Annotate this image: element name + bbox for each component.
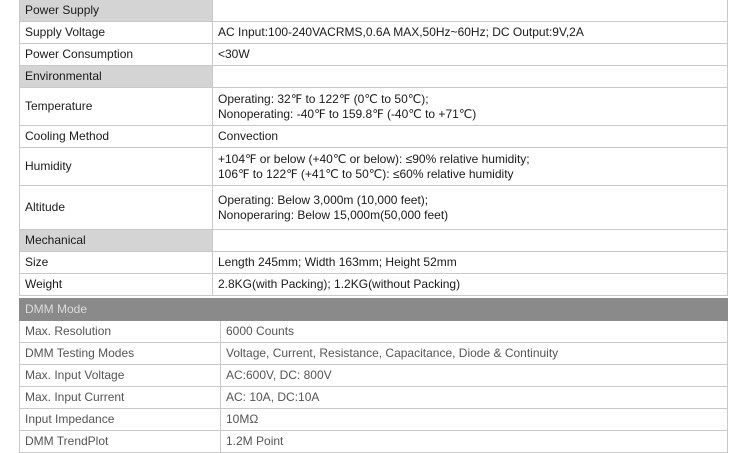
spec-value-line: Operating: Below 3,000m (10,000 feet);: [218, 192, 429, 207]
spec-value-line: <30W: [218, 47, 250, 61]
spec-label: Temperature: [20, 88, 213, 126]
dmm-value: AC: 10A, DC:10A: [221, 387, 728, 409]
spec-value-line: Nonoperaring: Below 15,000m(50,000 feet): [218, 207, 449, 222]
spec-value: [213, 252, 728, 274]
table-row: [20, 88, 728, 126]
spec-label: Cooling Method: [20, 126, 213, 148]
section-row: [20, 0, 728, 22]
dmm-label: Max. Resolution: [20, 321, 221, 343]
table-row: [20, 22, 728, 44]
dmm-value: AC:600V, DC: 800V: [221, 365, 728, 387]
section-title: Power Supply: [20, 0, 213, 22]
table-row: [20, 409, 728, 431]
table-row: [20, 365, 728, 387]
specifications-table-body: [20, 0, 728, 296]
spec-value: [213, 88, 728, 126]
spec-label: Altitude: [20, 186, 213, 230]
section-blank-cell: [213, 66, 728, 88]
spec-value-line: Nonoperating: -40℉ to 159.8℉ (-40℃ to +71℃): [218, 106, 477, 121]
dmm-value: Voltage, Current, Resistance, Capacitance, Diode & Continuity: [221, 343, 728, 365]
table-row: [20, 148, 728, 186]
dmm-value: 10MΩ: [221, 409, 728, 431]
spec-value-line: 2.8KG(with Packing); 1.2KG(without Packing): [218, 277, 461, 291]
dmm-label: DMM Testing Modes: [20, 343, 221, 365]
table-row: [20, 387, 728, 409]
table-row: [20, 431, 728, 453]
specifications-table: [19, 0, 728, 296]
section-row: [20, 66, 728, 88]
section-title: Environmental: [20, 66, 213, 88]
dmm-value: 1.2M Point: [221, 431, 728, 453]
spec-value-line: Convection: [218, 129, 279, 143]
table-row: [20, 126, 728, 148]
spec-label: Size: [20, 252, 213, 274]
dmm-label: DMM TrendPlot: [20, 431, 221, 453]
section-blank-cell: [213, 230, 728, 252]
spec-value-line: 106℉ to 122℉ (+41℃ to 50℃): ≤60% relative humidity: [218, 166, 514, 181]
table-row: [20, 343, 728, 365]
dmm-header-title: DMM Mode: [20, 299, 728, 321]
dmm-mode-table-body: [20, 299, 728, 453]
table-row: [20, 186, 728, 230]
dmm-label: Input Impedance: [20, 409, 221, 431]
spec-value-line: Length 245mm; Width 163mm; Height 52mm: [218, 255, 457, 269]
section-row: [20, 230, 728, 252]
spec-value: [213, 22, 728, 44]
table-row: [20, 252, 728, 274]
spec-value: [213, 148, 728, 186]
section-blank-cell: [213, 0, 728, 22]
table-row: [20, 274, 728, 296]
spec-value: [213, 44, 728, 66]
dmm-header-row: [20, 299, 728, 321]
table-row: [20, 321, 728, 343]
spec-value: [213, 186, 728, 230]
dmm-mode-table: [19, 298, 728, 453]
spec-value-line: Operating: 32℉ to 122℉ (0℃ to 50℃);: [218, 91, 429, 106]
spec-value-line: +104℉ or below (+40℃ or below): ≤90% relative humidity;: [218, 151, 530, 166]
spec-value: [213, 274, 728, 296]
dmm-label: Max. Input Voltage: [20, 365, 221, 387]
spec-value: [213, 126, 728, 148]
spec-label: Humidity: [20, 148, 213, 186]
section-title: Mechanical: [20, 230, 213, 252]
spec-label: Supply Voltage: [20, 22, 213, 44]
spec-value-line: AC Input:100-240VACRMS,0.6A MAX,50Hz~60Hz; DC Output:9V,2A: [218, 25, 584, 39]
dmm-label: Max. Input Current: [20, 387, 221, 409]
spec-label: Weight: [20, 274, 213, 296]
dmm-value: 6000 Counts: [221, 321, 728, 343]
spec-label: Power Consumption: [20, 44, 213, 66]
table-row: [20, 44, 728, 66]
